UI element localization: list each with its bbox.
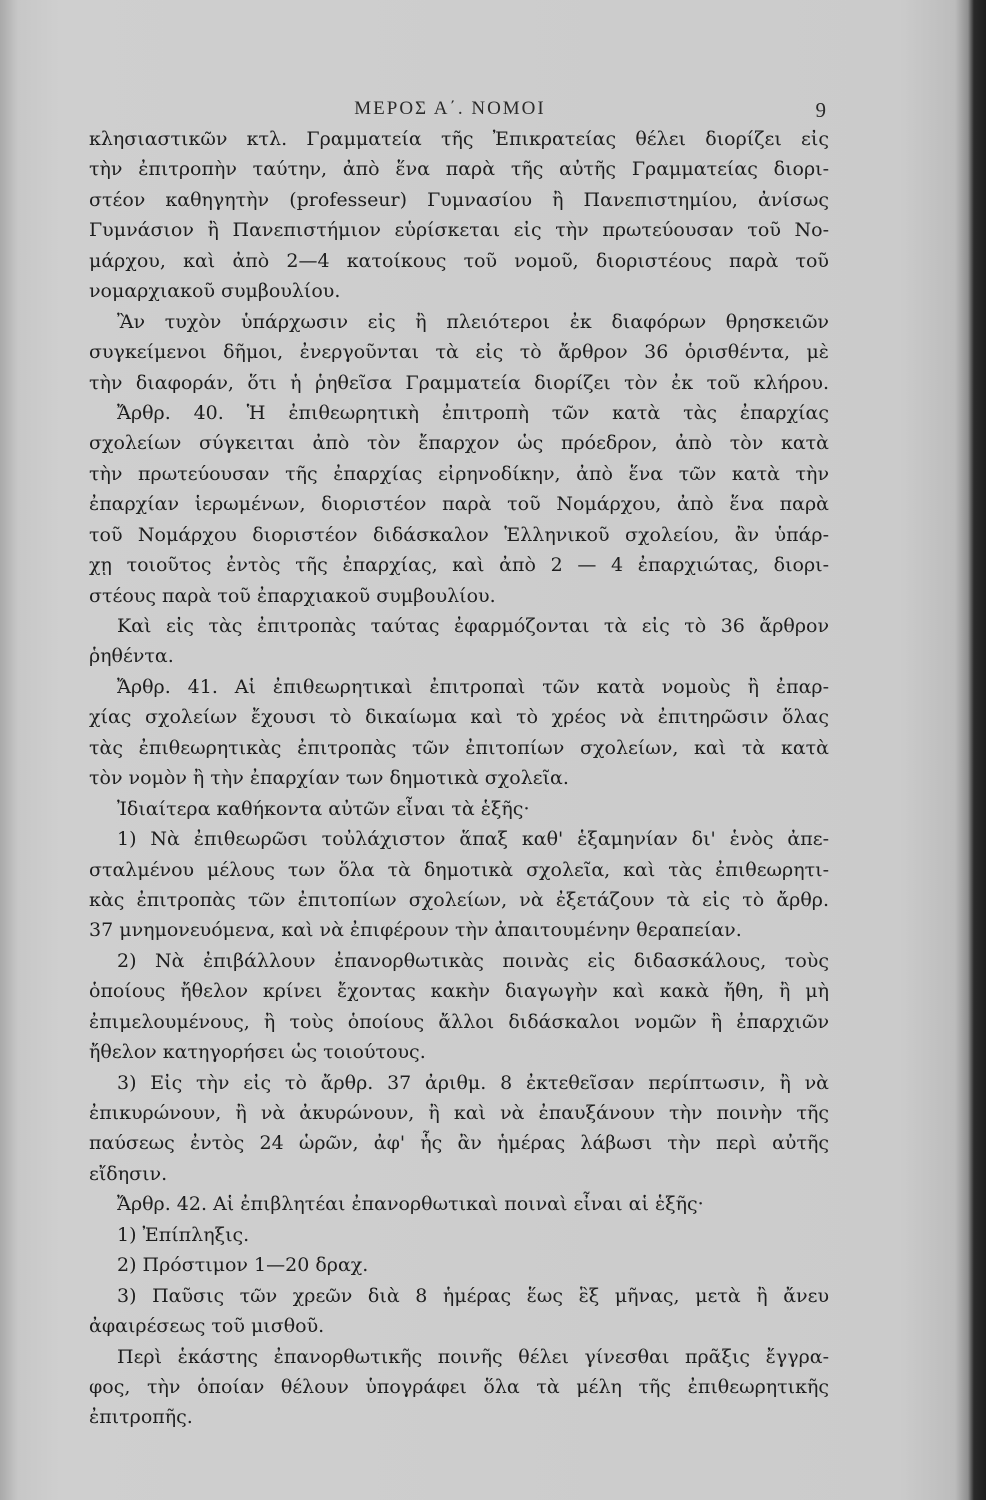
text-line: χίας σχολείων ἔχουσι τὸ δικαίωμα καὶ τὸ χρέος νὰ ἐπιτηρῶσιν ὅλας bbox=[89, 706, 829, 729]
text-line: ἐπαρχίαν ἱερωμένων, διοριστέον παρὰ τοῦ Νομάρχου, ἀπὸ ἕνα παρὰ bbox=[89, 493, 829, 516]
text-line: Ἄρθρ. 40. Ἡ ἐπιθεωρητικὴ ἐπιτροπὴ τῶν κατὰ τὰς ἐπαρχίας bbox=[117, 401, 829, 424]
text-line: Περὶ ἑκάστης ἐπανορθωτικῆς ποινῆς θέλει γίνεσθαι πρᾶξις ἔγγρα- bbox=[117, 1345, 829, 1368]
text-line: Γυμνάσιον ἢ Πανεπιστήμιον εὑρίσκεται εἰς τὴν πρωτεύουσαν τοῦ Νο- bbox=[89, 219, 829, 242]
text-line: ῥηθέντα. bbox=[89, 645, 174, 668]
text-line: στέους παρὰ τοῦ ἐπαρχιακοῦ συμβουλίου. bbox=[89, 584, 496, 607]
text-line: παύσεως ἐντὸς 24 ὡρῶν, ἀφ' ἧς ἂν ἡμέρας λάβωσι τὴν περὶ αὐτῆς bbox=[89, 1132, 829, 1155]
text-line: μάρχου, καὶ ἀπὸ 2—4 κατοίκους τοῦ νομοῦ, διοριστέους παρὰ τοῦ bbox=[89, 249, 829, 272]
text-line: ἐπιτροπῆς. bbox=[89, 1406, 193, 1429]
text-line: ἐπικυρώνουν, ἢ νὰ ἀκυρώνουν, ἢ καὶ νὰ ἐπαυξάνουν τὴν ποινὴν τῆς bbox=[89, 1102, 829, 1124]
text-line: τὴν ἐπιτροπὴν ταύτην, ἀπὸ ἕνα παρὰ τῆς αὐτῆς Γραμματείας διορι- bbox=[89, 158, 829, 181]
text-line: 3) Παῦσις τῶν χρεῶν διὰ 8 ἡμέρας ἕως ἓξ μῆνας, μετὰ ἢ ἄνευ bbox=[117, 1284, 829, 1307]
text-line: 3) Εἰς τὴν εἰς τὸ ἄρθρ. 37 ἀριθμ. 8 ἐκτεθεῖσαν περίπτωσιν, ἢ νὰ bbox=[117, 1071, 829, 1094]
text-line: Ἄρθρ. 41. Αἱ ἐπιθεωρητικαὶ ἐπιτροπαὶ τῶν κατὰ νομοὺς ἢ ἐπαρ- bbox=[117, 675, 829, 698]
text-line: Καὶ εἰς τὰς ἐπιτροπὰς ταύτας ἐφαρμόζονται τὰ εἰς τὸ 36 ἄρθρον bbox=[117, 615, 829, 637]
text-line: Ἄρθρ. 42. Αἱ ἐπιβλητέαι ἐπανορθωτικαὶ ποιναὶ εἶναι αἱ ἑξῆς· bbox=[117, 1193, 704, 1216]
text-line: νομαρχιακοῦ συμβουλίου. bbox=[89, 280, 341, 303]
text-line: 37 μνημονευόμενα, καὶ νὰ ἐπιφέρουν τὴν ἀπαιτουμένην θεραπείαν. bbox=[89, 919, 742, 942]
text-line: Ἰδιαίτερα καθήκοντα αὐτῶν εἶναι τὰ ἑξῆς· bbox=[117, 797, 530, 820]
text-line: φος, τὴν ὁποίαν θέλουν ὑπογράφει ὅλα τὰ μέλη τῆς ἐπιθεωρητικῆς bbox=[89, 1375, 829, 1398]
text-line: 1) Ἐπίπληξις. bbox=[117, 1223, 250, 1246]
text-line: ὁποίους ἤθελον κρίνει ἔχοντας κακὴν διαγωγὴν καὶ κακὰ ἤθη, ἢ μὴ bbox=[89, 980, 829, 1003]
text-line: σχολείων σύγκειται ἀπὸ τὸν ἔπαρχον ὡς πρόεδρον, ἀπὸ τὸν κατὰ bbox=[89, 432, 829, 455]
text-line: χῃ τοιοῦτος ἐντὸς τῆς ἐπαρχίας, καὶ ἀπὸ 2 — 4 ἐπαρχιώτας, διορι- bbox=[89, 554, 829, 577]
text-line: κὰς ἐπιτροπὰς τῶν ἐπιτοπίων σχολείων, νὰ ἐξετάζουν τὰ εἰς τὸ ἄρθρ. bbox=[89, 888, 829, 911]
running-head: ΜΕΡΟΣ Α΄. ΝΟΜΟΙ bbox=[354, 98, 546, 119]
page-number: 9 bbox=[815, 98, 826, 122]
text-line: ἐπιμελουμένους, ἢ τοὺς ὁποίους ἄλλοι διδάσκαλοι νομῶν ἢ ἐπαρχιῶν bbox=[89, 1010, 829, 1033]
text-line: τὴν διαφοράν, ὅτι ἡ ῥηθεῖσα Γραμματεία διορίζει τὸν ἐκ τοῦ κλήρου. bbox=[89, 371, 829, 394]
body-text bbox=[89, 124, 829, 1433]
text-line: κλησιαστικῶν κτλ. Γραμματεία τῆς Ἐπικρατείας θέλει διορίζει εἰς bbox=[89, 128, 829, 150]
text-line: ἤθελον κατηγορήσει ὡς τοιούτους. bbox=[89, 1041, 426, 1064]
text-line: εἴδησιν. bbox=[89, 1162, 168, 1185]
text-line: τὸν νομὸν ἢ τὴν ἐπαρχίαν των δημοτικὰ σχολεῖα. bbox=[89, 767, 569, 790]
text-line: Ἂν τυχὸν ὑπάρχωσιν εἰς ἢ πλειότεροι ἐκ διαφόρων θρησκειῶν bbox=[117, 310, 829, 333]
text-line: 2) Πρόστιμον 1—20 δραχ. bbox=[117, 1254, 369, 1277]
text-line: στέον καθηγητὴν (professeur) Γυμνασίου ἢ Πανεπιστημίου, ἀνίσως bbox=[89, 188, 829, 211]
page-header bbox=[0, 98, 986, 122]
text-line: 1) Νὰ ἐπιθεωρῶσι τοὐλάχιστον ἅπαξ καθ' ἑξαμηνίαν δι' ἑνὸς ἀπε- bbox=[117, 828, 829, 851]
text-line: συγκείμενοι δῆμοι, ἐνεργοῦνται τὰ εἰς τὸ ἄρθρον 36 ὁρισθέντα, μὲ bbox=[89, 341, 829, 364]
text-line: τὴν πρωτεύουσαν τῆς ἐπαρχίας εἰρηνοδίκην, ἀπὸ ἕνα τῶν κατὰ τὴν bbox=[89, 462, 829, 485]
text-line: τὰς ἐπιθεωρητικὰς ἐπιτροπὰς τῶν ἐπιτοπίων σχολείων, καὶ τὰ κατὰ bbox=[89, 736, 829, 759]
text-line: τοῦ Νομάρχου διοριστέον διδάσκαλον Ἑλληνικοῦ σχολείου, ἂν ὑπάρ- bbox=[89, 523, 829, 546]
text-line: ἀφαιρέσεως τοῦ μισθοῦ. bbox=[89, 1315, 325, 1338]
text-line: 2) Νὰ ἐπιβάλλουν ἐπανορθωτικὰς ποινὰς εἰς διδασκάλους, τοὺς bbox=[117, 949, 829, 972]
text-line: σταλμένου μέλους των ὅλα τὰ δημοτικὰ σχολεῖα, καὶ τὰς ἐπιθεωρητι- bbox=[89, 858, 829, 881]
